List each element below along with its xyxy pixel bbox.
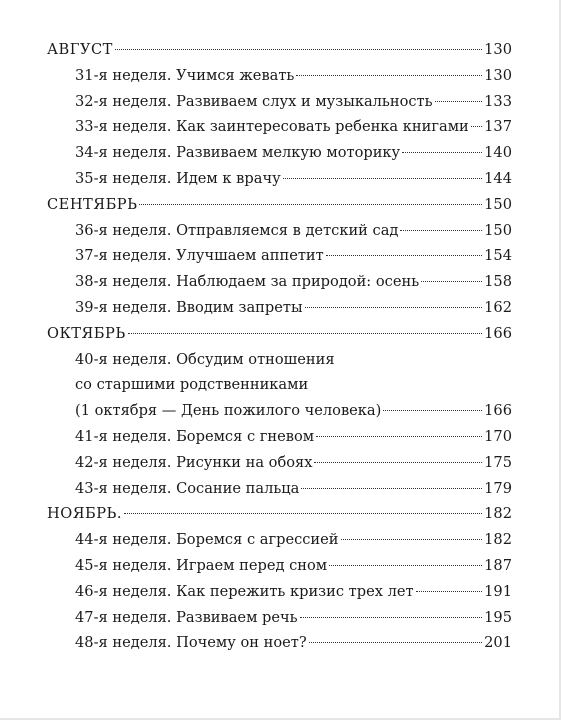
toc-entry-title: 47-я неделя. Развиваем речь — [75, 608, 298, 626]
toc-entry-title: 37-я неделя. Улучшаем аппетит — [75, 247, 324, 265]
leader-dots — [309, 642, 482, 643]
toc-entry-week — [47, 140, 512, 166]
toc-page-number: 166 — [484, 324, 512, 342]
leader-dots — [301, 488, 482, 489]
toc-entry-week — [47, 89, 512, 115]
toc-entry-month — [47, 37, 512, 63]
toc-entry-week — [47, 63, 512, 89]
toc-page-number: 150 — [484, 221, 512, 239]
toc-entry-title: АВГУСТ — [47, 41, 113, 58]
toc-entry-title: СЕНТЯБРЬ — [47, 195, 138, 213]
leader-dots — [341, 539, 483, 540]
toc-entry-line: 40-я неделя. Обсудим отношения — [75, 350, 335, 368]
toc-page-number: 170 — [484, 427, 512, 445]
toc-entry-title: 33-я неделя. Как заинтересовать ребенка книгами — [75, 118, 469, 136]
toc-entry-month — [47, 321, 512, 347]
toc-page-number: 201 — [484, 634, 512, 652]
toc-entry-title: 38-я неделя. Наблюдаем за природой: осень — [75, 273, 420, 291]
toc-page-number: 187 — [484, 556, 512, 574]
toc-entry-week — [47, 424, 512, 450]
leader-dots — [326, 255, 482, 256]
toc-entry-title: 31-я неделя. Учимся жевать — [75, 66, 295, 84]
toc-entry-week — [47, 579, 512, 605]
leader-dots — [329, 565, 482, 566]
leader-dots — [400, 230, 482, 231]
toc-entry-week — [47, 450, 512, 476]
toc-page-number: 191 — [484, 582, 512, 600]
toc-entry-week — [47, 553, 512, 579]
toc-entry-title: 42-я неделя. Рисунки на обоях — [75, 453, 313, 471]
toc-entry-week — [47, 166, 512, 192]
toc-entry-week — [47, 295, 512, 321]
toc-entry-title: 43-я неделя. Сосание пальца — [75, 479, 300, 497]
toc-page-number: 130 — [484, 66, 512, 84]
leader-dots — [402, 152, 482, 153]
toc-page-number: 144 — [484, 169, 512, 187]
toc-page-number: 137 — [484, 118, 512, 136]
toc-page-number: 133 — [484, 92, 512, 110]
leader-dots — [305, 307, 483, 308]
leader-dots — [128, 333, 482, 334]
leader-dots — [115, 49, 482, 50]
toc-entry-title: 39-я неделя. Вводим запреты — [75, 298, 303, 316]
toc-page-number: 130 — [484, 41, 512, 58]
leader-dots — [383, 410, 482, 411]
leader-dots — [314, 462, 482, 463]
toc-page-number: 182 — [484, 505, 512, 523]
toc-entry-title: 45-я неделя. Играем перед сном — [75, 556, 328, 574]
leader-dots — [296, 75, 482, 76]
toc-page-number: 182 — [484, 531, 512, 549]
toc-page-number: 158 — [484, 273, 512, 291]
toc-page-number: 154 — [484, 247, 512, 265]
toc-entry-week — [47, 218, 512, 244]
toc-page-number: 179 — [484, 479, 512, 497]
toc-page-number: 162 — [484, 298, 512, 316]
toc-entry-title: (1 октября — День пожилого человека) — [75, 402, 382, 420]
toc-entry-week — [47, 476, 512, 502]
toc-entry-week — [47, 630, 512, 656]
toc-entry-line: со старшими родственниками — [75, 376, 309, 394]
toc-page-number: 140 — [484, 144, 512, 162]
toc-entry-week — [47, 269, 512, 295]
leader-dots — [421, 281, 482, 282]
toc-entry-title: 35-я неделя. Идем к врачу — [75, 169, 281, 187]
toc-entry-week — [47, 398, 512, 424]
toc-entry-title: 41-я неделя. Боремся с гневом — [75, 427, 315, 445]
toc-entry-week — [47, 527, 512, 553]
leader-dots — [124, 513, 482, 514]
leader-dots — [300, 617, 483, 618]
leader-dots — [416, 591, 483, 592]
toc-entry-title: 32-я неделя. Развиваем слух и музыкальность — [75, 92, 433, 110]
table-of-contents — [47, 37, 512, 656]
toc-entry-title: НОЯБРЬ. — [47, 505, 122, 523]
toc-entry-month — [47, 501, 512, 527]
toc-entry-title: 36-я неделя. Отправляемся в детский сад — [75, 221, 399, 239]
leader-dots — [471, 126, 482, 127]
toc-entry-month — [47, 192, 512, 218]
leader-dots — [435, 101, 483, 102]
leader-dots — [283, 178, 482, 179]
toc-page-number: 150 — [484, 195, 512, 213]
leader-dots — [316, 436, 482, 437]
toc-page-number: 175 — [484, 453, 512, 471]
toc-entry-title: ОКТЯБРЬ — [47, 324, 126, 342]
toc-entry-title: 34-я неделя. Развиваем мелкую моторику — [75, 144, 401, 162]
toc-page-number: 195 — [484, 608, 512, 626]
toc-entry-week — [47, 114, 512, 140]
toc-entry-week — [47, 243, 512, 269]
toc-entry-title: 48-я неделя. Почему он ноет? — [75, 634, 307, 652]
toc-entry-week — [47, 605, 512, 631]
leader-dots — [139, 204, 482, 205]
toc-page-number: 166 — [484, 402, 512, 420]
toc-entry-title: 44-я неделя. Боремся с агрессией — [75, 531, 339, 549]
toc-entry-title: 46-я неделя. Как пережить кризис трех лет — [75, 582, 414, 600]
